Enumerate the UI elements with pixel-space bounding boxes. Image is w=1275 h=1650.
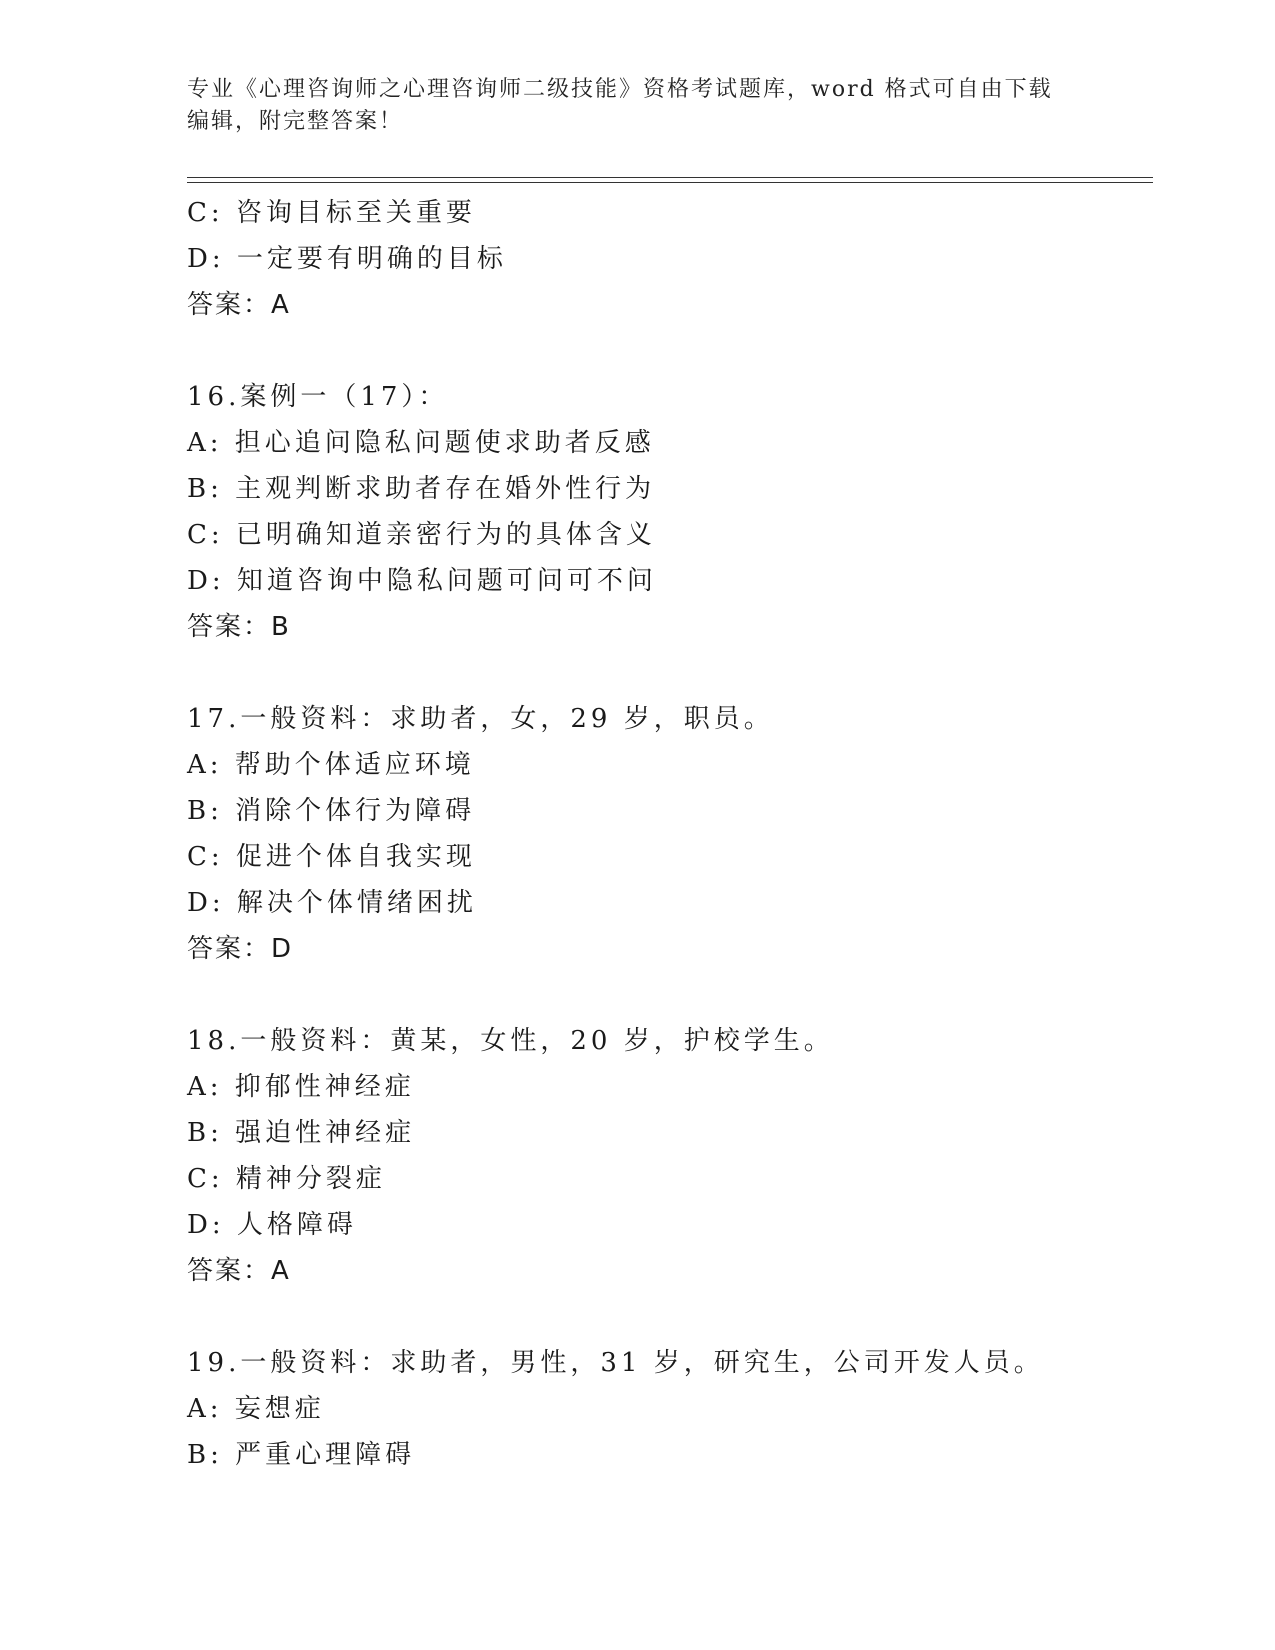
option-line: B: 严重心理障碍 xyxy=(187,1440,416,1470)
question-stem: 17.一般资料：求助者，女，29 岁，职员。 xyxy=(187,704,774,734)
answer-line: 答案：A xyxy=(187,1256,291,1286)
option-line: A: 妄想症 xyxy=(187,1394,325,1424)
option-line: C: 已明确知道亲密行为的具体含义 xyxy=(187,520,656,550)
question-stem: 19.一般资料：求助者，男性，31 岁，研究生，公司开发人员。 xyxy=(187,1348,1044,1378)
question-block-16 xyxy=(187,374,1147,650)
option-line: B: 消除个体行为障碍 xyxy=(187,796,476,826)
document-header xyxy=(187,74,1087,138)
answer-line: 答案：B xyxy=(187,612,291,642)
option-line: B: 主观判断求助者存在婚外性行为 xyxy=(187,474,656,504)
question-block-17 xyxy=(187,696,1147,972)
spacer xyxy=(187,972,1147,1018)
option-line: D: 解决个体情绪困扰 xyxy=(187,888,477,918)
option-line: D: 一定要有明确的目标 xyxy=(187,244,507,274)
question-stem: 18.一般资料：黄某，女性，20 岁，护校学生。 xyxy=(187,1026,834,1056)
header-rule-top xyxy=(187,177,1153,178)
header-line-2: 编辑，附完整答案！ xyxy=(187,109,404,134)
question-content xyxy=(187,190,1147,1478)
question-stem: 16.案例一（17）： xyxy=(187,382,449,412)
spacer xyxy=(187,1294,1147,1340)
spacer xyxy=(187,328,1147,374)
option-line: C: 精神分裂症 xyxy=(187,1164,386,1194)
option-line: A: 抑郁性神经症 xyxy=(187,1072,415,1102)
spacer xyxy=(187,650,1147,696)
continuation-block xyxy=(187,190,1147,328)
option-line: C: 促进个体自我实现 xyxy=(187,842,476,872)
header-line-1: 专业《心理咨询师之心理咨询师二级技能》资格考试题库，word 格式可自由下载 xyxy=(187,77,1053,102)
question-block-18 xyxy=(187,1018,1147,1294)
answer-line: 答案：A xyxy=(187,290,291,320)
option-line: C: 咨询目标至关重要 xyxy=(187,198,476,228)
option-line: D: 知道咨询中隐私问题可问可不问 xyxy=(187,566,657,596)
option-line: D: 人格障碍 xyxy=(187,1210,357,1240)
option-line: A: 担心追问隐私问题使求助者反感 xyxy=(187,428,655,458)
answer-line: 答案：D xyxy=(187,934,294,964)
header-rule-bottom xyxy=(187,182,1153,183)
option-line: B: 强迫性神经症 xyxy=(187,1118,416,1148)
question-block-19 xyxy=(187,1340,1147,1478)
option-line: A: 帮助个体适应环境 xyxy=(187,750,475,780)
